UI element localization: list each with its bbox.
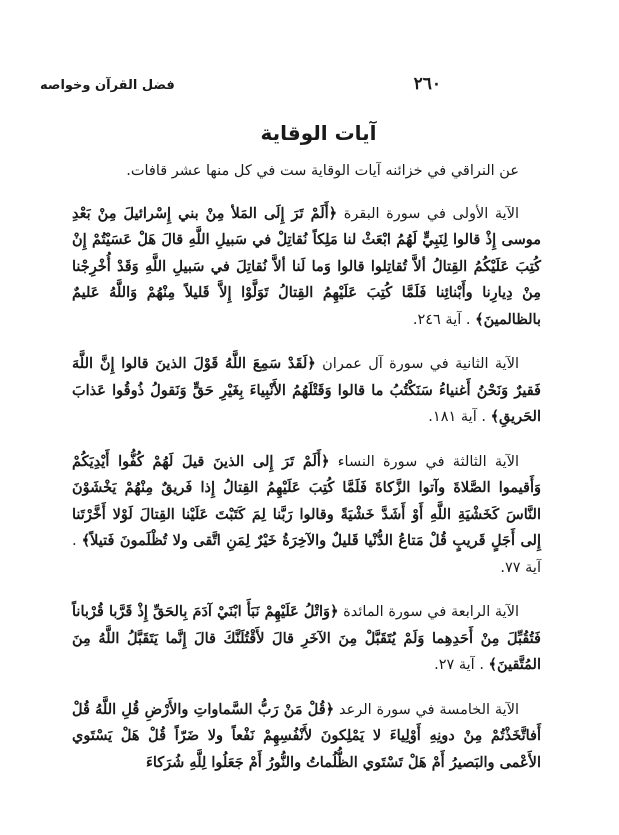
verse-quote: ﴿وَاتْلُ عَلَيْهِمْ نَبَأَ ابْنَيْ آدَمَ بِالحَقِّ إِذْ قَرَّبا قُرْباناً فَتُقُبِّلَ مِنْ أَحَدِهِما وَلَمْ يُتَقَبَّلْ مِنَ الآخَرِ قالَ لأَقْتُلَنَّكَ قالَ إِنَّما يَتَقَبَّلُ اللَّهُ مِنَ المُتَّقينَ﴾ <box>72 603 541 673</box>
verse-quote: ﴿أَلَمْ تَرَ إِلى الذينَ قيلَ لَهُمْ كُفُّوا أَيْدِيَكُمْ وَأَقيموا الصَّلاةَ وآتوا الزَّكاةَ فَلَمَّا كُتِبَ عَلَيْهِمُ القِتالُ إِذا فَريقٌ مِنْهُمْ يَخْشَوْنَ النَّاسَ كَخَشْيَةِ اللَّهِ أَوْ أَشَدَّ خَشْيَةً وقالوا رَبَّنا لِمَ كَتَبْتَ عَلَيْنا القِتالَ لَوْلا أَخَّرْتَنا إِلى أَجَلٍ قَريبٍ قُلْ مَتاعُ الدُّنْيا قَليلٌ والآخِرَةُ خَيْرٌ لِمَنِ اتَّقى ولا تُظْلَمونَ فَتيلاً﴾ <box>72 452 541 549</box>
verse-reference: . آية ٢٤٦. <box>412 311 471 328</box>
page-number: ٢٦٠ <box>413 74 441 94</box>
verse-lead: الآية الأولى في سورة البقرة <box>343 205 520 222</box>
verse-paragraph-1 <box>72 201 541 334</box>
verse-lead: الآية الثالثة في سورة النساء <box>337 453 519 470</box>
verse-paragraph-4 <box>72 599 541 679</box>
verse-quote: ﴿لَقَدْ سَمِعَ اللَّهُ قَوْلَ الذينَ قالوا إِنَّ اللَّهَ فَقيرٌ وَنَحْنُ أَغنياءُ سَنَكْتُبُ ما قالوا وَقَتْلَهُمُ الأَنْبِياءَ بِغَيْرِ حَقٍّ وَنَقولُ ذُوقُوا عَذابَ الحَريقِ﴾ <box>72 355 541 425</box>
verse-quote: ﴿أَلَمْ تَرَ إِلَى المَلأ مِنْ بني إِسْرائيلَ مِنْ بَعْدِ موسى إِذْ قالوا لِنَبِيٍّ لَهُمُ ابْعَثْ لنا مَلِكاً نُقاتِلْ في سَبيلِ اللَّهِ قالَ هَلْ عَسَيْتُمْ إِنْ كُتِبَ عَلَيْكُمُ القِتالُ ألاَّ تُقاتِلوا قالوا وَما لَنا ألاَّ نُقاتِلَ في سَبيلِ اللَّهِ وَقَدْ أُخْرِجْنا مِنْ دِيارِنا وأَبْنائِنا فَلَمَّا كُتِبَ عَلَيْهِمُ القِتالُ تَوَلَّوْا إِلاَّ قَليلاً مِنْهُمْ وَاللَّهُ عَليمٌ بالظالمينَ﴾ <box>72 204 541 328</box>
verse-lead: الآية الرابعة في سورة المائدة <box>343 604 520 620</box>
verse-quote: ﴿قُلْ مَنْ رَبُّ السَّماواتِ والأَرْضِ قُلِ اللَّهُ قُلْ أَفاتَّخَذْتُمْ مِنْ دونِهِ أَوْلِياءَ لا يَمْلِكونَ لأَنْفُسِهِمْ نَفْعاً ولا ضَرّاً قُلْ هَلْ يَسْتَوي الأَعْمى والبَصيرُ أَمْ هَلْ تَسْتَوي الظُّلُماتُ والنُّورُ أَمْ جَعَلُوا لِلَّهِ شُرَكاءَ <box>72 700 541 771</box>
verse-paragraph-5 <box>72 697 541 777</box>
page-header <box>40 74 579 98</box>
verse-lead: الآية الخامسة في سورة الرعد <box>338 701 520 718</box>
intro-paragraph: عن النراقي في خزائنه آيات الوقاية ست في كل منها عشر قافات. <box>126 163 519 179</box>
verse-reference: . آية ١٨١. <box>428 409 486 425</box>
page-content <box>72 158 541 794</box>
section-title: آيات الوقاية <box>260 121 377 145</box>
verse-reference: . آية ٢٧. <box>434 657 484 673</box>
running-title: فضل القرآن وخواصه <box>40 78 175 93</box>
verse-reference: . آية ٧٧. <box>72 533 541 576</box>
verse-paragraph-3 <box>72 449 541 582</box>
verse-lead: الآية الثانية في سورة آل عمران <box>322 356 519 372</box>
verse-paragraph-2 <box>72 351 541 431</box>
